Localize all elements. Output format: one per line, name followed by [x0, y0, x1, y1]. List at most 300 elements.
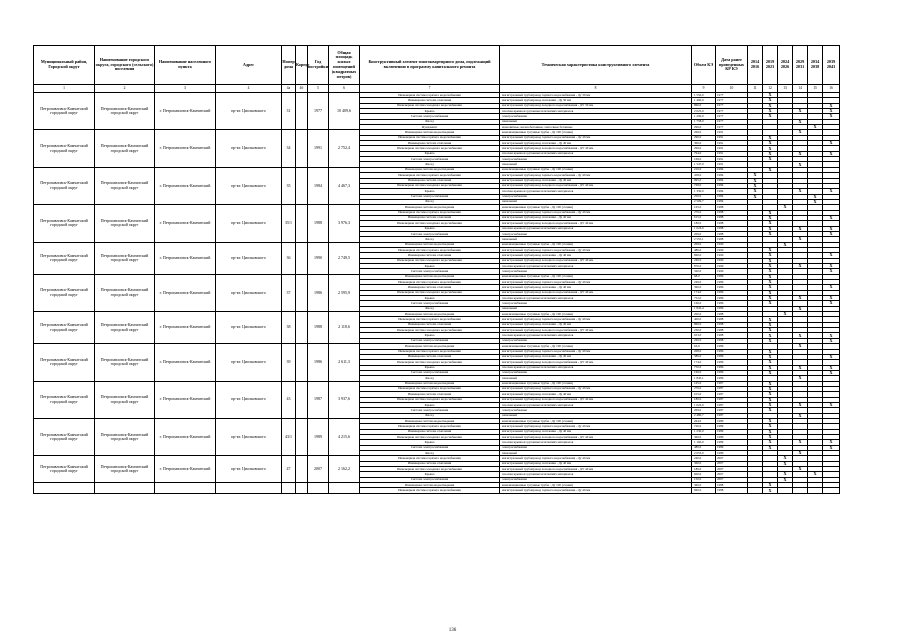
characteristic-cell: электроснабжение	[500, 408, 692, 413]
characteristic-cell: магистральный трубопровод горячего водоснабжения - Ду 40 мм	[500, 386, 692, 391]
column-number: 8	[500, 85, 692, 93]
structural-element-cell: Инженерная система водоотведения	[360, 418, 500, 423]
characteristic-cell: плоская крыша из рулонных или мягких материалов	[500, 333, 692, 338]
characteristic-cell: плоская крыша из рулонных или мягких материалов	[500, 472, 692, 477]
locality-cell: г. Петропавловск-Камчатский	[155, 456, 216, 483]
period-mark-cell: X	[763, 488, 778, 493]
period-mark-cell: X	[748, 189, 763, 194]
prior-repair-date-cell: 2007	[716, 472, 748, 477]
house-number-cell: 31	[282, 93, 296, 130]
prior-repair-date-cell: 1991	[716, 141, 748, 146]
structural-element-cell: Инженерная система холодного водоснабжения	[360, 328, 500, 333]
characteristic-cell: магистральный трубопровод горячего водоснабжения - Ду 40 мм	[500, 135, 692, 140]
living-area-cell: 4 215,6	[329, 418, 360, 455]
volume-cell: 200,0	[692, 312, 716, 317]
volume-cell: 995,0	[692, 178, 716, 183]
address-cell: пр-кт. Циолковского	[216, 456, 282, 483]
structural-element-cell: Инженерная система отопления	[360, 253, 500, 258]
prior-repair-date-cell: 1986	[716, 296, 748, 301]
characteristic-cell: магистральный трубопровод горячего водоснабжения - Ду 40 мм	[500, 280, 692, 285]
volume-cell: 290,0	[692, 135, 716, 140]
prior-repair-date-cell: 2007	[716, 456, 748, 461]
column-number: 10	[716, 85, 748, 93]
structural-element-cell: Инженерная система горячего водоснабжения	[360, 173, 500, 178]
column-header: 2014 2016	[748, 46, 763, 85]
living-area-cell: 10 409,6	[329, 93, 360, 130]
characteristic-cell: магистральный трубопровод холодного водоснабжения - ДУ 40 мм	[500, 435, 692, 440]
settlement-cell: Петропавловск-Камчатский городской округ	[95, 418, 155, 455]
structural-element-cell: Инженерная система водоотведения	[360, 344, 500, 349]
structural-element-cell: Система электроснабжения	[360, 269, 500, 274]
settlement-cell: Петропавловск-Камчатский городской округ	[95, 167, 155, 204]
period-mark-cell: X	[763, 483, 778, 488]
column-number: 3	[155, 85, 216, 93]
volume-cell: 360,0	[692, 483, 716, 488]
characteristic-cell: магистральный трубопровод отопления - Ду 40 мм	[500, 392, 692, 397]
volume-cell: 169,0	[692, 157, 716, 162]
period-mark-cell: X	[763, 98, 778, 103]
period-mark-cell: X	[823, 365, 840, 370]
period-mark-cell: X	[823, 285, 840, 290]
prior-repair-date-cell: 1986	[716, 274, 748, 279]
characteristic-cell: электроснабжение	[500, 157, 692, 162]
prior-repair-date-cell: 1977	[716, 93, 748, 98]
living-area-cell: 2 118,6	[329, 312, 360, 344]
prior-repair-date-cell: 1987	[716, 413, 748, 418]
column-number: 7	[360, 85, 500, 93]
volume-cell: 165,0	[692, 205, 716, 210]
address-cell: пр-кт. Циолковского	[216, 130, 282, 167]
build-year-cell: 1990	[308, 242, 329, 274]
structural-element-cell: Инженерная система холодного водоснабжения	[360, 221, 500, 226]
column-number: 11	[748, 85, 763, 93]
period-mark-cell: X	[763, 103, 778, 108]
volume-cell: 1 200,0	[692, 114, 716, 119]
prior-repair-date-cell: 1988	[716, 483, 748, 488]
volume-cell: 615,0	[692, 215, 716, 220]
characteristic-cell: магистральный трубопровод горячего водоснабжения - Ду 40 мм	[500, 173, 692, 178]
characteristic-cell: канализационные чугунные трубы - Ду 100 (стояки)	[500, 312, 692, 317]
period-mark-cell: X	[763, 333, 778, 338]
characteristic-cell: панельный	[500, 199, 692, 204]
characteristic-cell: электроснабжение	[500, 114, 692, 119]
structural-element-cell: Крыша	[360, 365, 500, 370]
period-mark-cell: X	[763, 360, 778, 365]
volume-cell: 653,0	[692, 333, 716, 338]
volume-cell: 600,0	[692, 472, 716, 477]
period-mark-cell: X	[763, 146, 778, 151]
characteristic-cell: электроснабжение	[500, 477, 692, 482]
volume-cell: 480,0	[692, 247, 716, 252]
prior-repair-date-cell: 1986	[716, 354, 748, 359]
period-mark-cell: X	[763, 445, 778, 450]
period-mark-cell: X	[763, 328, 778, 333]
prior-repair-date-cell: 1986	[716, 376, 748, 381]
volume-cell: 860,0	[692, 322, 716, 327]
characteristic-cell: панельный	[500, 237, 692, 242]
characteristic-cell: магистральный трубопровод горячего водоснабжения - Ду 40 мм	[500, 210, 692, 215]
volume-cell: 296,0	[692, 125, 716, 130]
period-mark-cell: X	[748, 178, 763, 183]
structural-element-cell: Инженерная система отопления	[360, 461, 500, 466]
structural-element-cell: Инженерная система холодного водоснабжения	[360, 435, 500, 440]
structural-element-cell: Фасад	[360, 199, 500, 204]
column-number-row	[34, 85, 840, 93]
structural-element-cell: Инженерная система горячего водоснабжения	[360, 280, 500, 285]
prior-repair-date-cell: 1989	[716, 424, 748, 429]
period-mark-cell: X	[793, 333, 808, 338]
column-header: Корпус	[296, 46, 308, 85]
living-area-cell: 2 611,3	[329, 344, 360, 381]
structural-element-cell: Фасад	[360, 413, 500, 418]
characteristic-cell: магистральный трубопровод отопления - Ду 30 мм	[500, 98, 692, 103]
structural-element-cell: Инженерная система отопления	[360, 322, 500, 327]
characteristic-cell: электроснабжение	[500, 301, 692, 306]
structural-element-cell: Крыша	[360, 440, 500, 445]
prior-repair-date-cell: 1990	[716, 269, 748, 274]
period-mark-cell: X	[763, 381, 778, 386]
prior-repair-date-cell: 1987	[716, 397, 748, 402]
volume-cell: 728,0	[692, 183, 716, 188]
characteristic-cell: панельный	[500, 119, 692, 124]
characteristic-cell: магистральный трубопровод холодного водоснабжения - ДУ 40 мм	[500, 328, 692, 333]
characteristic-cell: магистральный трубопровод холодного водоснабжения - ДУ 40 мм	[500, 183, 692, 188]
address-cell: пр-кт. Циолковского	[216, 167, 282, 204]
characteristic-cell: канализационные чугунные трубы - Ду 100 (стояки)	[500, 167, 692, 172]
volume-cell: 1 758,0	[692, 119, 716, 124]
structural-element-cell: Фасад	[360, 306, 500, 311]
building-cell	[296, 93, 308, 130]
prior-repair-date-cell: 1990	[716, 258, 748, 263]
column-number: 2	[95, 85, 155, 93]
prior-repair-date-cell: 1988	[716, 205, 748, 210]
volume-cell: 180,0	[692, 397, 716, 402]
prior-repair-date-cell: 2007	[716, 467, 748, 472]
prior-repair-date-cell: 1990	[716, 242, 748, 247]
prior-repair-date-cell: 1988	[716, 338, 748, 343]
characteristic-cell: плоская крыша из рулонных или мягких материалов	[500, 189, 692, 194]
characteristic-cell: канализационные чугунные трубы - Ду 100 (стояки)	[500, 242, 692, 247]
characteristic-cell: магистральный трубопровод отопления - Ду 40 мм	[500, 429, 692, 434]
structural-element-cell: Система электроснабжения	[360, 301, 500, 306]
period-mark-cell: X	[808, 125, 823, 130]
period-mark-cell: X	[793, 296, 808, 301]
column-header: 2034 2038	[808, 46, 823, 85]
structural-element-cell: Фасад	[360, 162, 500, 167]
period-mark-cell: X	[823, 269, 840, 274]
building-cell	[296, 242, 308, 274]
prior-repair-date-cell: 1987	[716, 408, 748, 413]
volume-cell: 165,0	[692, 381, 716, 386]
prior-repair-date-cell: 1986	[716, 360, 748, 365]
column-header: Наименование городского округа, городского (сельского) поселения	[95, 46, 155, 85]
period-mark-cell: X	[823, 402, 840, 407]
period-mark-cell: X	[793, 130, 808, 135]
address-cell: пр-кт. Циолковского	[216, 312, 282, 344]
characteristic-cell: электроснабжение	[500, 370, 692, 375]
characteristic-cell: канализационные чугунные трубы - Ду 100 (стояки)	[500, 205, 692, 210]
column-number: 16	[823, 85, 840, 93]
prior-repair-date-cell: 1989	[716, 445, 748, 450]
volume-cell: 380,0	[692, 354, 716, 359]
structural-element-cell: Инженерная система отопления	[360, 215, 500, 220]
municipal-district-cell: Петропавловск-Камчатский городской округ	[34, 381, 95, 418]
volume-cell: 1 230,0	[692, 429, 716, 434]
column-number: 9	[692, 85, 716, 93]
prior-repair-date-cell: 1984	[716, 189, 748, 194]
settlement-cell: Петропавловск-Камчатский городской округ	[95, 312, 155, 344]
volume-cell: 320,0	[692, 269, 716, 274]
volume-cell: 360,0	[692, 461, 716, 466]
column-header: 2019 2023	[763, 46, 778, 85]
building-cell	[296, 205, 308, 242]
house-number-cell	[282, 483, 296, 494]
prior-repair-date-cell: 1991	[716, 162, 748, 167]
column-number: 4а	[282, 85, 296, 93]
volume-cell: 960,0	[692, 253, 716, 258]
structural-element-cell: Инженерная система горячего водоснабжения	[360, 386, 500, 391]
characteristic-cell: плоская крыша из рулонных или мягких материалов	[500, 226, 692, 231]
structural-element-cell: Инженерная система холодного водоснабжения	[360, 103, 500, 108]
prior-repair-date-cell: 1977	[716, 109, 748, 114]
period-mark-cell: X	[823, 231, 840, 236]
prior-repair-date-cell: 1987	[716, 381, 748, 386]
building-cell	[296, 312, 308, 344]
characteristic-cell: плоская крыша из рулонных или мягких материалов	[500, 296, 692, 301]
period-mark-cell: X	[778, 205, 793, 210]
prior-repair-date-cell: 1986	[716, 301, 748, 306]
period-mark-cell: X	[748, 173, 763, 178]
structural-element-cell: Фасад	[360, 376, 500, 381]
building-cell	[296, 483, 308, 494]
address-cell: пр-кт. Циолковского	[216, 418, 282, 455]
period-mark-cell: X	[763, 231, 778, 236]
characteristic-cell: магистральный трубопровод горячего водоснабжения - Ду 40 мм	[500, 424, 692, 429]
period-mark-cell: X	[763, 274, 778, 279]
period-mark-cell: X	[778, 242, 793, 247]
column-header: Адрес	[216, 46, 282, 85]
building-cell	[296, 344, 308, 381]
structural-element-cell: Система электроснабжения	[360, 338, 500, 343]
characteristic-cell: плоская крыша из рулонных или мягких материалов	[500, 151, 692, 156]
register-sheet	[33, 45, 839, 494]
period-mark-cell: X	[763, 109, 778, 114]
prior-repair-date-cell: 1989	[716, 451, 748, 456]
period-mark-cell: X	[823, 296, 840, 301]
structural-element-cell: Система электроснабжения	[360, 445, 500, 450]
municipal-district-cell: Петропавловск-Камчатский городской округ	[34, 312, 95, 344]
volume-cell: 240,0	[692, 456, 716, 461]
characteristic-cell: плоская крыша из рулонных или мягких материалов	[500, 440, 692, 445]
structural-element-cell: Инженерная система водоотведения	[360, 483, 500, 488]
living-area-cell	[329, 483, 360, 494]
prior-repair-date-cell: 1988	[716, 237, 748, 242]
volume-cell: 615,0	[692, 392, 716, 397]
prior-repair-date-cell: 1988	[716, 333, 748, 338]
volume-cell: 264,0	[692, 418, 716, 423]
volume-cell: 1 460,0	[692, 98, 716, 103]
period-mark-cell: X	[823, 253, 840, 258]
period-mark-cell: X	[763, 354, 778, 359]
structural-element-cell: Инженерная система горячего водоснабжения	[360, 488, 500, 493]
prior-repair-date-cell: 1984	[716, 194, 748, 199]
structural-element-cell: Инженерная система горячего водоснабжения	[360, 210, 500, 215]
prior-repair-date-cell: 1991	[716, 146, 748, 151]
period-mark-cell	[748, 488, 763, 493]
prior-repair-date-cell: 1990	[716, 253, 748, 258]
period-mark-cell: X	[823, 301, 840, 306]
characteristic-cell: электроснабжение	[500, 231, 692, 236]
characteristic-cell: канализационные чугунные трубы - Ду 100 (стояки)	[500, 483, 692, 488]
volume-cell: 390,0	[692, 285, 716, 290]
period-mark-cell: X	[763, 397, 778, 402]
structural-element-cell: Инженерная система водоотведения	[360, 167, 500, 172]
period-mark-cell: X	[793, 413, 808, 418]
characteristic-cell: магистральный трубопровод холодного водоснабжения - ДУ 40 мм	[500, 146, 692, 151]
structural-element-cell: Крыша	[360, 264, 500, 269]
structural-element-cell: Система электроснабжения	[360, 408, 500, 413]
address-cell	[216, 483, 282, 494]
locality-cell: г. Петропавловск-Камчатский	[155, 418, 216, 455]
period-mark-cell	[778, 488, 793, 493]
municipal-district-cell: Петропавловск-Камчатский городской округ	[34, 93, 95, 130]
locality-cell: г. Петропавловск-Камчатский	[155, 312, 216, 344]
period-mark-cell: X	[763, 370, 778, 375]
structural-element-cell: Фасад	[360, 237, 500, 242]
prior-repair-date-cell: 1988	[716, 322, 748, 327]
settlement-cell: Петропавловск-Камчатский городской округ	[95, 344, 155, 381]
prior-repair-date-cell: 1977	[716, 125, 748, 130]
period-mark-cell: X	[763, 296, 778, 301]
structural-element-cell: Крыша	[360, 189, 500, 194]
volume-cell: 2 025,0	[692, 109, 716, 114]
prior-repair-date-cell: 1984	[716, 183, 748, 188]
municipal-district-cell: Петропавловск-Камчатский городской округ	[34, 130, 95, 167]
prior-repair-date-cell: 2007	[716, 461, 748, 466]
prior-repair-date-cell: 1977	[716, 114, 748, 119]
build-year-cell: 2007	[308, 456, 329, 483]
period-mark-cell: X	[823, 109, 840, 114]
structural-element-cell: Крыша	[360, 296, 500, 301]
volume-cell: 180,0	[692, 221, 716, 226]
period-mark-cell: X	[823, 333, 840, 338]
period-mark-cell: X	[763, 349, 778, 354]
prior-repair-date-cell: 1986	[716, 349, 748, 354]
volume-cell: 2 480,7	[692, 413, 716, 418]
settlement-cell: Петропавловск-Камчатский городской округ	[95, 274, 155, 311]
period-mark-cell: X	[763, 365, 778, 370]
build-year-cell: 1989	[308, 418, 329, 455]
locality-cell: г. Петропавловск-Камчатский	[155, 381, 216, 418]
period-mark-cell: X	[763, 114, 778, 119]
period-mark-cell: X	[823, 338, 840, 343]
structural-element-cell: Инженерная система горячего водоснабжения	[360, 135, 500, 140]
structural-element-cell: Крыша	[360, 226, 500, 231]
header-row	[34, 46, 840, 85]
prior-repair-date-cell: 1986	[716, 306, 748, 311]
prior-repair-date-cell: 1989	[716, 440, 748, 445]
volume-cell: 63,0	[692, 344, 716, 349]
volume-cell: 306,0	[692, 141, 716, 146]
prior-repair-date-cell: 1986	[716, 285, 748, 290]
volume-cell: 209,0	[692, 242, 716, 247]
build-year-cell: 1988	[308, 312, 329, 344]
prior-repair-date-cell: 1989	[716, 435, 748, 440]
structural-element-cell: Инженерная система горячего водоснабжения	[360, 317, 500, 322]
building-cell	[296, 167, 308, 204]
living-area-cell: 2 595,9	[329, 274, 360, 311]
period-mark-cell: X	[763, 429, 778, 434]
period-mark-cell: X	[763, 290, 778, 295]
period-mark-cell: X	[793, 344, 808, 349]
column-number: 4	[216, 85, 282, 93]
prior-repair-date-cell: 1977	[716, 103, 748, 108]
period-mark-cell: X	[793, 162, 808, 167]
volume-cell: 2 555,1	[692, 237, 716, 242]
period-mark-cell: X	[763, 440, 778, 445]
period-mark-cell: X	[808, 199, 823, 204]
period-mark-cell: X	[748, 183, 763, 188]
prior-repair-date-cell: 1988	[716, 215, 748, 220]
volume-cell: 480,0	[692, 445, 716, 450]
column-number: 1	[34, 85, 95, 93]
column-header: Номер дома	[282, 46, 296, 85]
municipal-district-cell: Петропавловск-Камчатский городской округ	[34, 274, 95, 311]
structural-element-cell: Инженерная система холодного водоснабжения	[360, 360, 500, 365]
page-number: 136	[448, 628, 457, 633]
structural-element-cell: Инженерная система холодного водоснабжения	[360, 183, 500, 188]
characteristic-cell: панельный	[500, 413, 692, 418]
volume-cell: 166,0	[692, 370, 716, 375]
period-mark-cell: X	[763, 221, 778, 226]
living-area-cell: 2 749,5	[329, 242, 360, 274]
characteristic-cell: электроснабжение	[500, 194, 692, 199]
characteristic-cell: канализационные чугунные трубы - Ду 100 (стояки)	[500, 344, 692, 349]
period-mark-cell: X	[823, 151, 840, 156]
structural-element-cell: Система электроснабжения	[360, 231, 500, 236]
period-mark-cell: X	[808, 472, 823, 477]
build-year-cell: 1977	[308, 93, 329, 130]
prior-repair-date-cell: 1989	[716, 429, 748, 434]
volume-cell: 68,0	[692, 274, 716, 279]
structural-element-cell: Инженерная система холодного водоснабжения	[360, 467, 500, 472]
period-mark-cell: X	[793, 226, 808, 231]
prior-repair-date-cell: 1984	[716, 199, 748, 204]
structural-element-cell: Крыша	[360, 109, 500, 114]
capital-repair-table	[33, 45, 840, 494]
period-mark-cell: X	[763, 93, 778, 98]
period-mark-cell: X	[823, 141, 840, 146]
period-mark-cell: X	[793, 402, 808, 407]
period-mark-cell: X	[778, 477, 793, 482]
characteristic-cell: магистральный трубопровод холодного водоснабжения - ДУ 40 мм	[500, 290, 692, 295]
settlement-cell: Петропавловск-Камчатский городской округ	[95, 242, 155, 274]
column-number: 6	[329, 85, 360, 93]
building-cell	[296, 418, 308, 455]
column-header: Объем КЭ	[692, 46, 716, 85]
volume-cell: 1 845,1	[692, 376, 716, 381]
structural-element-cell: Инженерная система горячего водоснабжения	[360, 93, 500, 98]
volume-cell: 794,0	[692, 151, 716, 156]
period-mark-cell: X	[763, 317, 778, 322]
settlement-cell: Петропавловск-Камчатский городской округ	[95, 205, 155, 242]
period-mark-cell: X	[763, 301, 778, 306]
column-header: Дата ранее проведенных КР КЭ	[716, 46, 748, 85]
prior-repair-date-cell: 1988	[716, 488, 748, 493]
address-cell: пр-кт. Циолковского	[216, 93, 282, 130]
address-cell: пр-кт. Циолковского	[216, 274, 282, 311]
structural-element-cell: Система электроснабжения	[360, 370, 500, 375]
